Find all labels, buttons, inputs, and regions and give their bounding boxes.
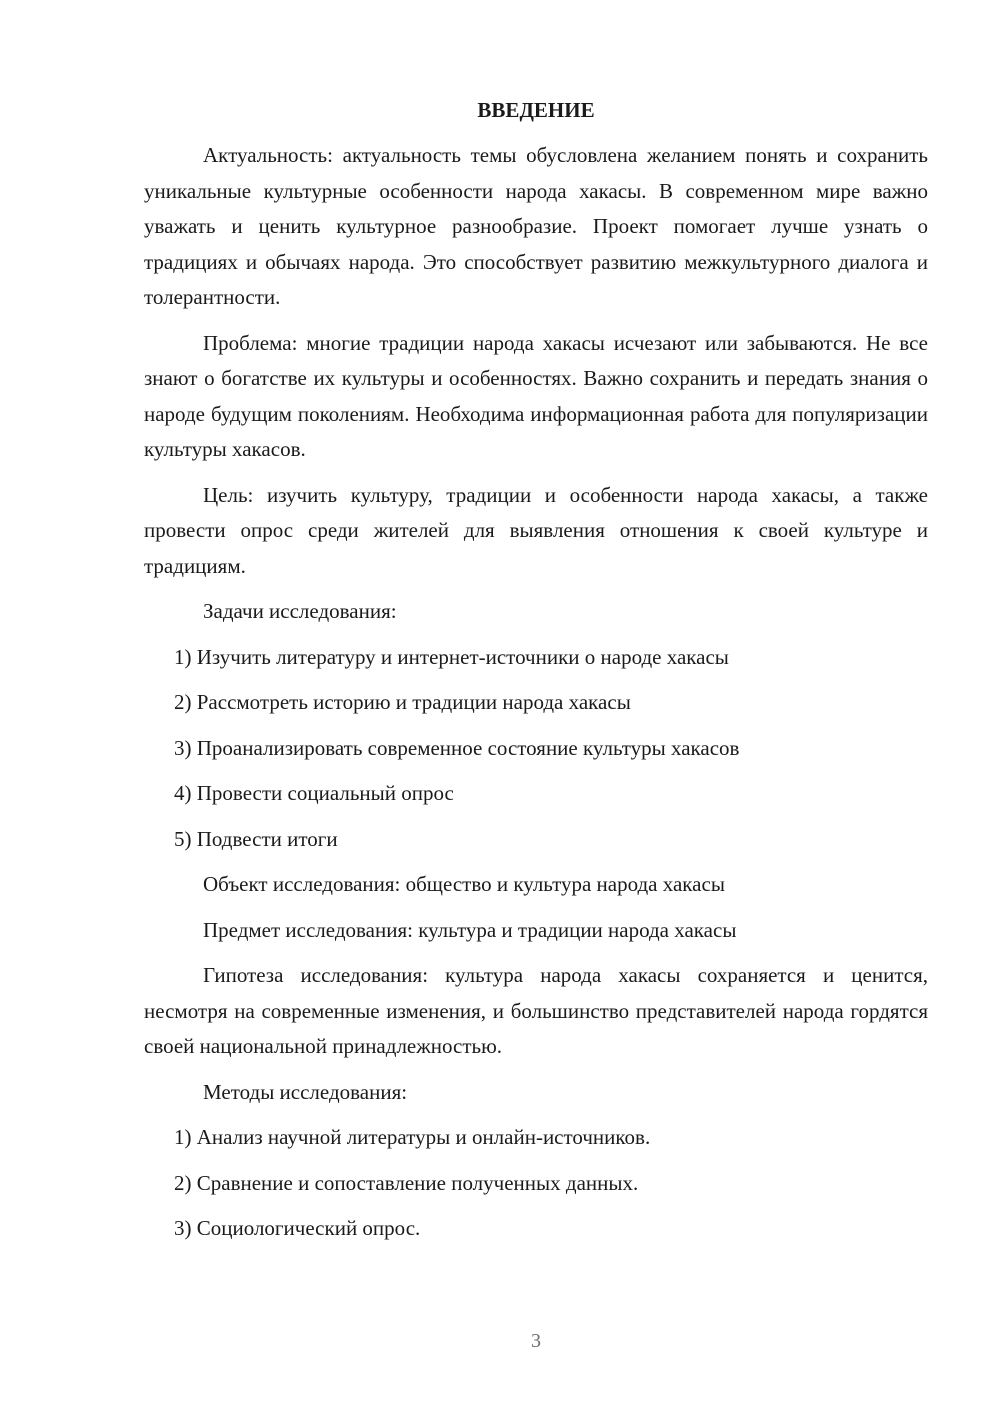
task-item: 5) Подвести итоги <box>174 826 338 851</box>
problem-paragraph: Проблема: многие традиции народа хакасы исчезают или забываются. Не все знают о богатстве их культуры и особенностях. Важно сохранить и передать знания о народе будущим поколениям. Необходима информационная работа для популяризации культуры хакасов. <box>144 330 928 461</box>
method-item: 1) Анализ научной литературы и онлайн-источников. <box>174 1125 651 1149</box>
research-object: Объект исследования: общество и культура народа хакасы <box>203 872 725 896</box>
task-item: 2) Рассмотреть историю и традиции народа хакасы <box>174 690 631 714</box>
page-title: ВВЕДЕНИЕ <box>477 98 595 122</box>
research-subject: Предмет исследования: культура и традиции народа хакасы <box>203 917 737 942</box>
method-item: 2) Сравнение и сопоставление полученных данных. <box>174 1170 639 1195</box>
document-page <box>144 88 928 1247</box>
task-item: 3) Проанализировать современное состояние культуры хакасов <box>174 735 740 760</box>
method-item: 3) Социологический опрос. <box>174 1216 421 1240</box>
tasks-heading: Задачи исследования: <box>203 599 397 623</box>
task-item: 1) Изучить литературу и интернет-источники о народе хакасы <box>174 644 729 669</box>
goal-paragraph: Цель: изучить культуру, традиции и особенности народа хакасы, а также провести опрос среди жителей для выявления отношения к своей культуре и традициям. <box>144 482 928 578</box>
hypothesis-paragraph: Гипотеза исследования: культура народа хакасы сохраняется и ценится, несмотря на современные изменения, и большинство представителей народа гордятся своей национальной принадлежностью. <box>144 963 928 1058</box>
task-item: 4) Провести социальный опрос <box>174 781 454 805</box>
methods-heading: Методы исследования: <box>203 1079 408 1104</box>
page-number: 3 <box>531 1330 541 1352</box>
actuality-paragraph: Актуальность: актуальность темы обусловлена желанием понять и сохранить уникальные культурные особенности народа хакасы. В современном мире важно уважать и ценить культурное разнообразие. Проект помогает лучше узнать о традициях и обычаях народа. Это способствует развитию межкультурного диалога и толерантности. <box>144 143 928 309</box>
